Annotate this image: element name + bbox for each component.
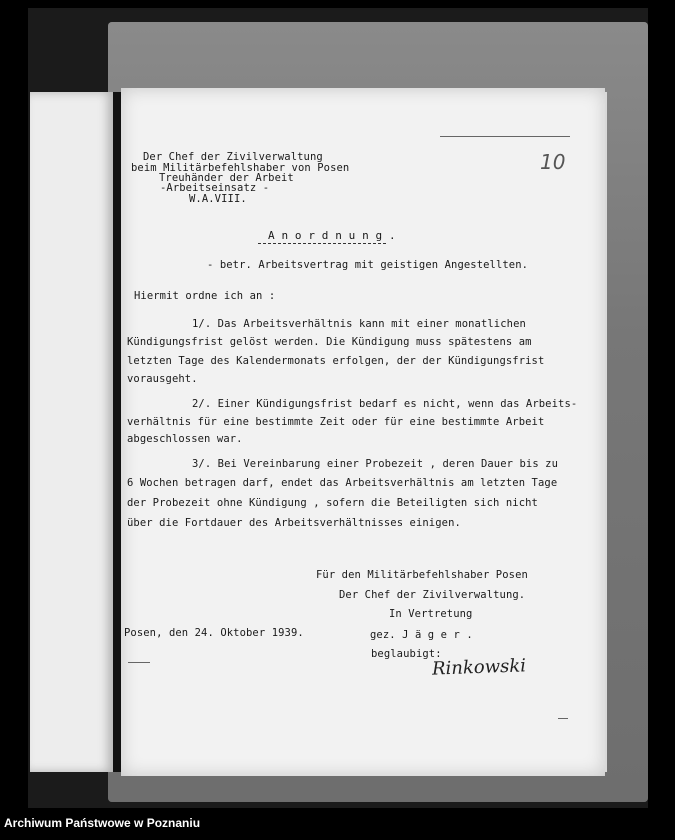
paragraph-line: 2/. Einer Kündigungsfrist bedarf es nicht, wenn das Arbeits- [192,398,578,410]
paragraph-line: verhältnis für eine bestimmte Zeit oder für eine bestimmte Arbeit [127,416,545,428]
binding-spine [113,92,121,772]
paragraph-line: letzten Tage des Kalendermonats erfolgen, der der Kündigungsfrist [127,355,545,367]
intro-line: Hiermit ordne ich an : [134,290,276,302]
title-underline [258,243,386,244]
header-line: Der Chef der Zivilverwaltung [143,151,323,163]
closing-line: beglaubigt: [371,648,442,660]
margin-dash [558,718,568,719]
top-black-strip [28,0,648,8]
top-right-dash [440,136,570,137]
paragraph-line: über die Fortdauer des Arbeitsverhältnisses einigen. [127,517,461,529]
left-page [30,92,114,772]
archive-caption: Archiwum Państwowe w Poznaniu [4,816,201,830]
header-line: W.A.VIII. [189,193,247,205]
place-date: Posen, den 24. Oktober 1939. [124,627,304,639]
paragraph-line: vorausgeht. [127,373,198,385]
paragraph-line: abgeschlossen war. [127,433,243,445]
closing-line: gez. J ä g e r . [370,629,473,641]
page-number: 10 [540,150,566,174]
handwritten-signature: Rinkowski [431,655,527,680]
paragraph-line: 1/. Das Arbeitsverhältnis kann mit einer monatlichen [192,318,526,330]
document-title: A n o r d n u n g . [268,229,396,242]
paragraph-line: Kündigungsfrist gelöst werden. Die Kündigung muss spätestens am [127,336,532,348]
header-line: beim Militärbefehlshaber von Posen [131,162,350,174]
closing-line: Der Chef der Zivilverwaltung. [339,589,526,601]
header-line: Treuhänder der Arbeit [159,172,294,184]
margin-dash [128,662,150,663]
paragraph-line: der Probezeit ohne Kündigung , sofern die Beteiligten sich nicht [127,497,538,509]
closing-line: In Vertretung [389,608,473,620]
subject-line: - betr. Arbeitsvertrag mit geistigen Angestellten. [207,259,529,271]
header-line: -Arbeitseinsatz - [160,182,270,194]
paragraph-line: 6 Wochen betragen darf, endet das Arbeitsverhältnis am letzten Tage [127,477,558,489]
closing-line: Für den Militärbefehlshaber Posen [316,569,528,581]
paragraph-line: 3/. Bei Vereinbarung einer Probezeit , deren Dauer bis zu [192,458,559,470]
